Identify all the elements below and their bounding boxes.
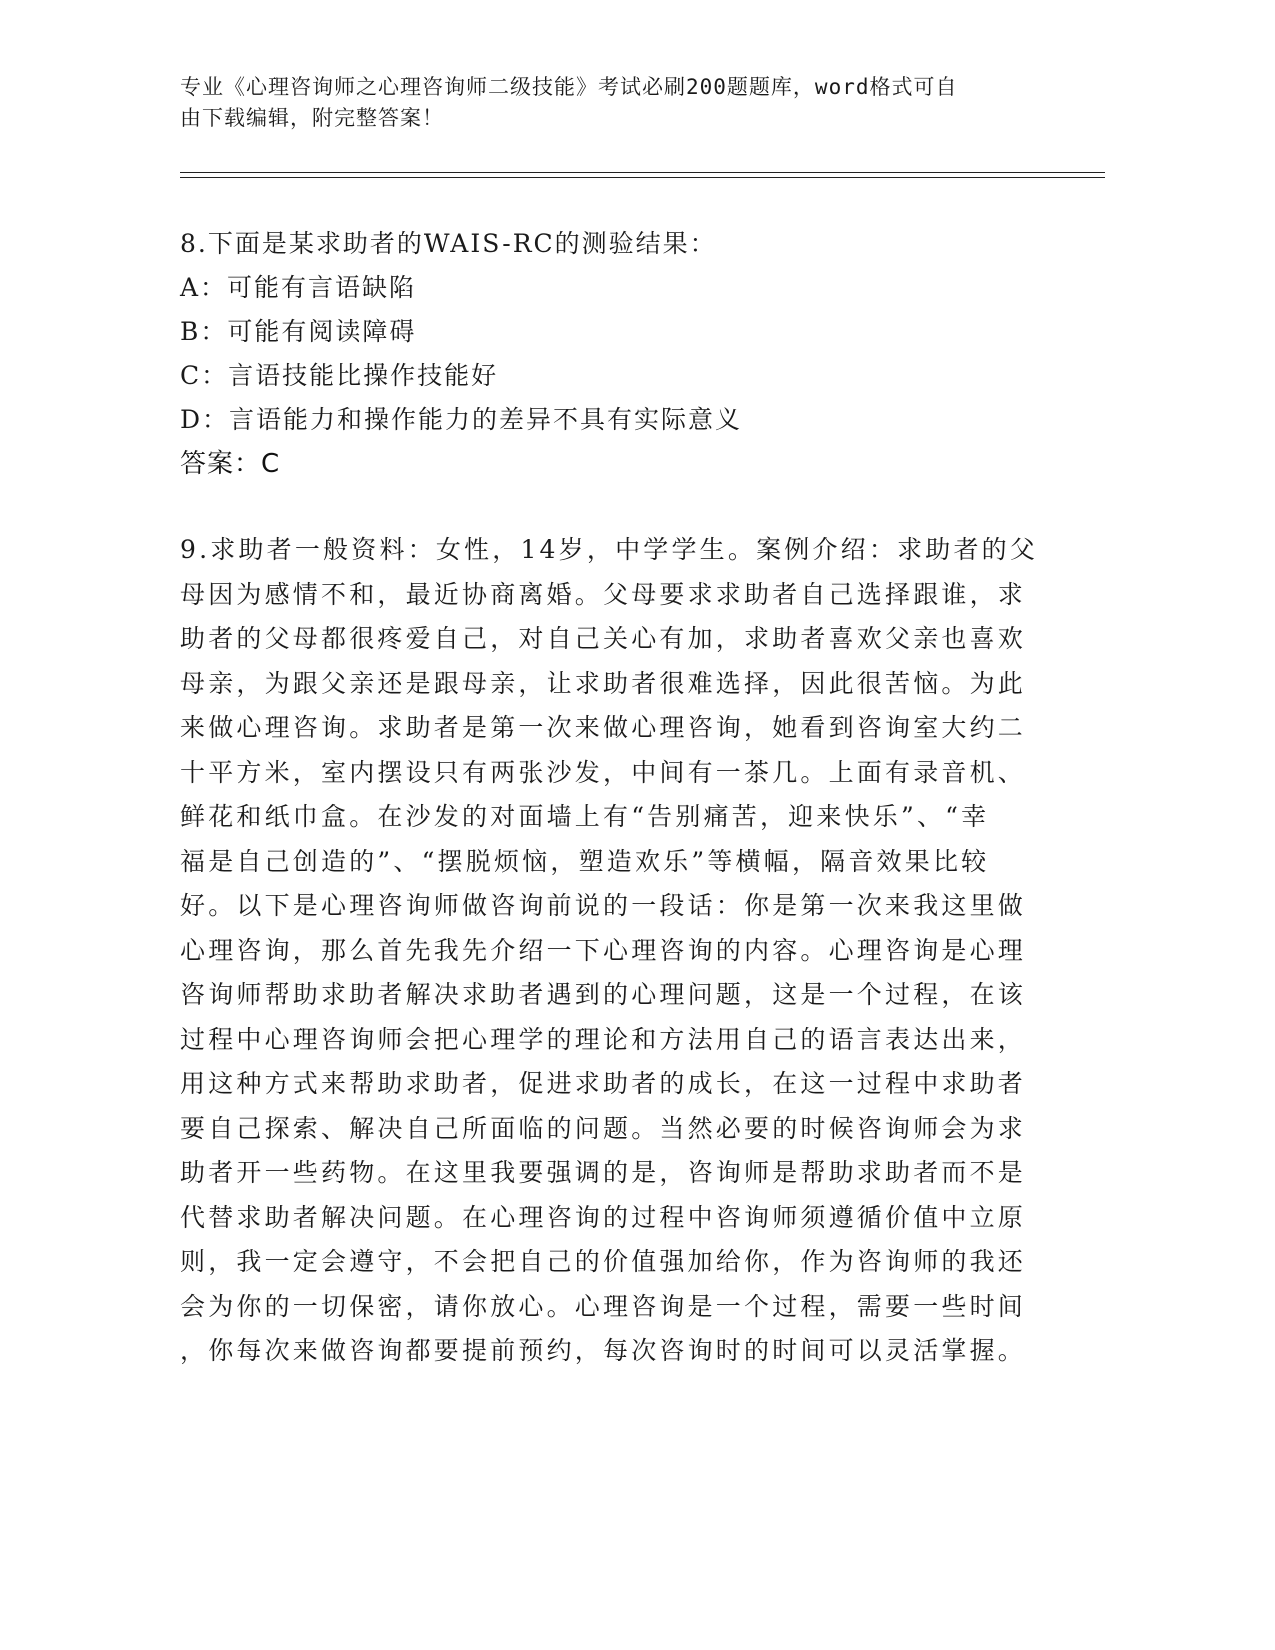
paragraph-line: 母因为感情不和，最近协商离婚。父母要求求助者自己选择跟谁，求	[180, 579, 1027, 609]
paragraph-line: 用这种方式来帮助求助者，促进求助者的成长，在这一过程中求助者	[180, 1069, 1027, 1098]
option-c: C：言语技能比操作技能好	[180, 361, 499, 390]
paragraph-line: 来做心理咨询。求助者是第一次来做心理咨询，她看到咨询室大约二	[180, 713, 1027, 742]
paragraph-line: 过程中心理咨询师会把心理学的理论和方法用自己的语言表达出来，	[180, 1024, 1027, 1054]
option-d: D：言语能力和操作能力的差异不具有实际意义	[180, 405, 743, 434]
paragraph-line: 要自己探索、解决自己所面临的问题。当然必要的时候咨询师会为求	[180, 1113, 1027, 1143]
paragraph-line: 则，我一定会遵守，不会把自己的价值强加给你，作为咨询师的我还	[180, 1247, 1027, 1276]
paragraph-line: 代替求助者解决问题。在心理咨询的过程中咨询师须遵循价值中立原	[180, 1202, 1027, 1232]
option-a: A：可能有言语缺陷	[180, 273, 417, 302]
paragraph-line: ，你每次来做咨询都要提前预约，每次咨询时的时间可以灵活掌握。	[180, 1336, 1027, 1365]
paragraph-line: 鲜花和纸巾盒。在沙发的对面墙上有“告别痛苦，迎来快乐”、“幸	[180, 802, 990, 831]
header-line-2: 由下载编辑，附完整答案！	[180, 106, 444, 130]
option-b: B：可能有阅读障碍	[180, 317, 417, 346]
question-stem: 8.下面是某求助者的WAIS-RC的测验结果：	[180, 229, 717, 258]
paragraph-line: 心理咨询，那么首先我先介绍一下心理咨询的内容。心理咨询是心理	[180, 935, 1027, 965]
header-divider-bottom	[180, 177, 1105, 178]
paragraph-line: 咨询师帮助求助者解决求助者遇到的心理问题，这是一个过程，在该	[180, 980, 1027, 1009]
paragraph-line: 福是自己创造的”、“摆脱烦恼，塑造欢乐”等横幅，隔音效果比较	[180, 846, 990, 876]
paragraph-line: 助者的父母都很疼爱自己，对自己关心有加，求助者喜欢父亲也喜欢	[180, 624, 1027, 653]
question-8	[180, 222, 1060, 486]
header-line-1: 专业《心理咨询师之心理咨询师二级技能》考试必刷200题题库，word格式可自	[180, 75, 958, 99]
paragraph-line: 十平方米，室内摆设只有两张沙发，中间有一茶几。上面有录音机、	[180, 757, 1027, 787]
header-divider-top	[180, 172, 1105, 173]
page-header	[180, 72, 1030, 134]
question-9	[180, 528, 1060, 1374]
paragraph-line: 9.求助者一般资料：女性，14岁，中学学生。案例介绍：求助者的父	[180, 535, 1039, 564]
paragraph-line: 母亲，为跟父亲还是跟母亲，让求助者很难选择，因此很苦恼。为此	[180, 668, 1027, 698]
paragraph-line: 会为你的一切保密，请你放心。心理咨询是一个过程，需要一些时间	[180, 1291, 1027, 1321]
paragraph-line: 好。以下是心理咨询师做咨询前说的一段话：你是第一次来我这里做	[180, 891, 1027, 920]
paragraph-line: 助者开一些药物。在这里我要强调的是，咨询师是帮助求助者而不是	[180, 1158, 1027, 1187]
answer-line: 答案：C	[180, 449, 281, 479]
